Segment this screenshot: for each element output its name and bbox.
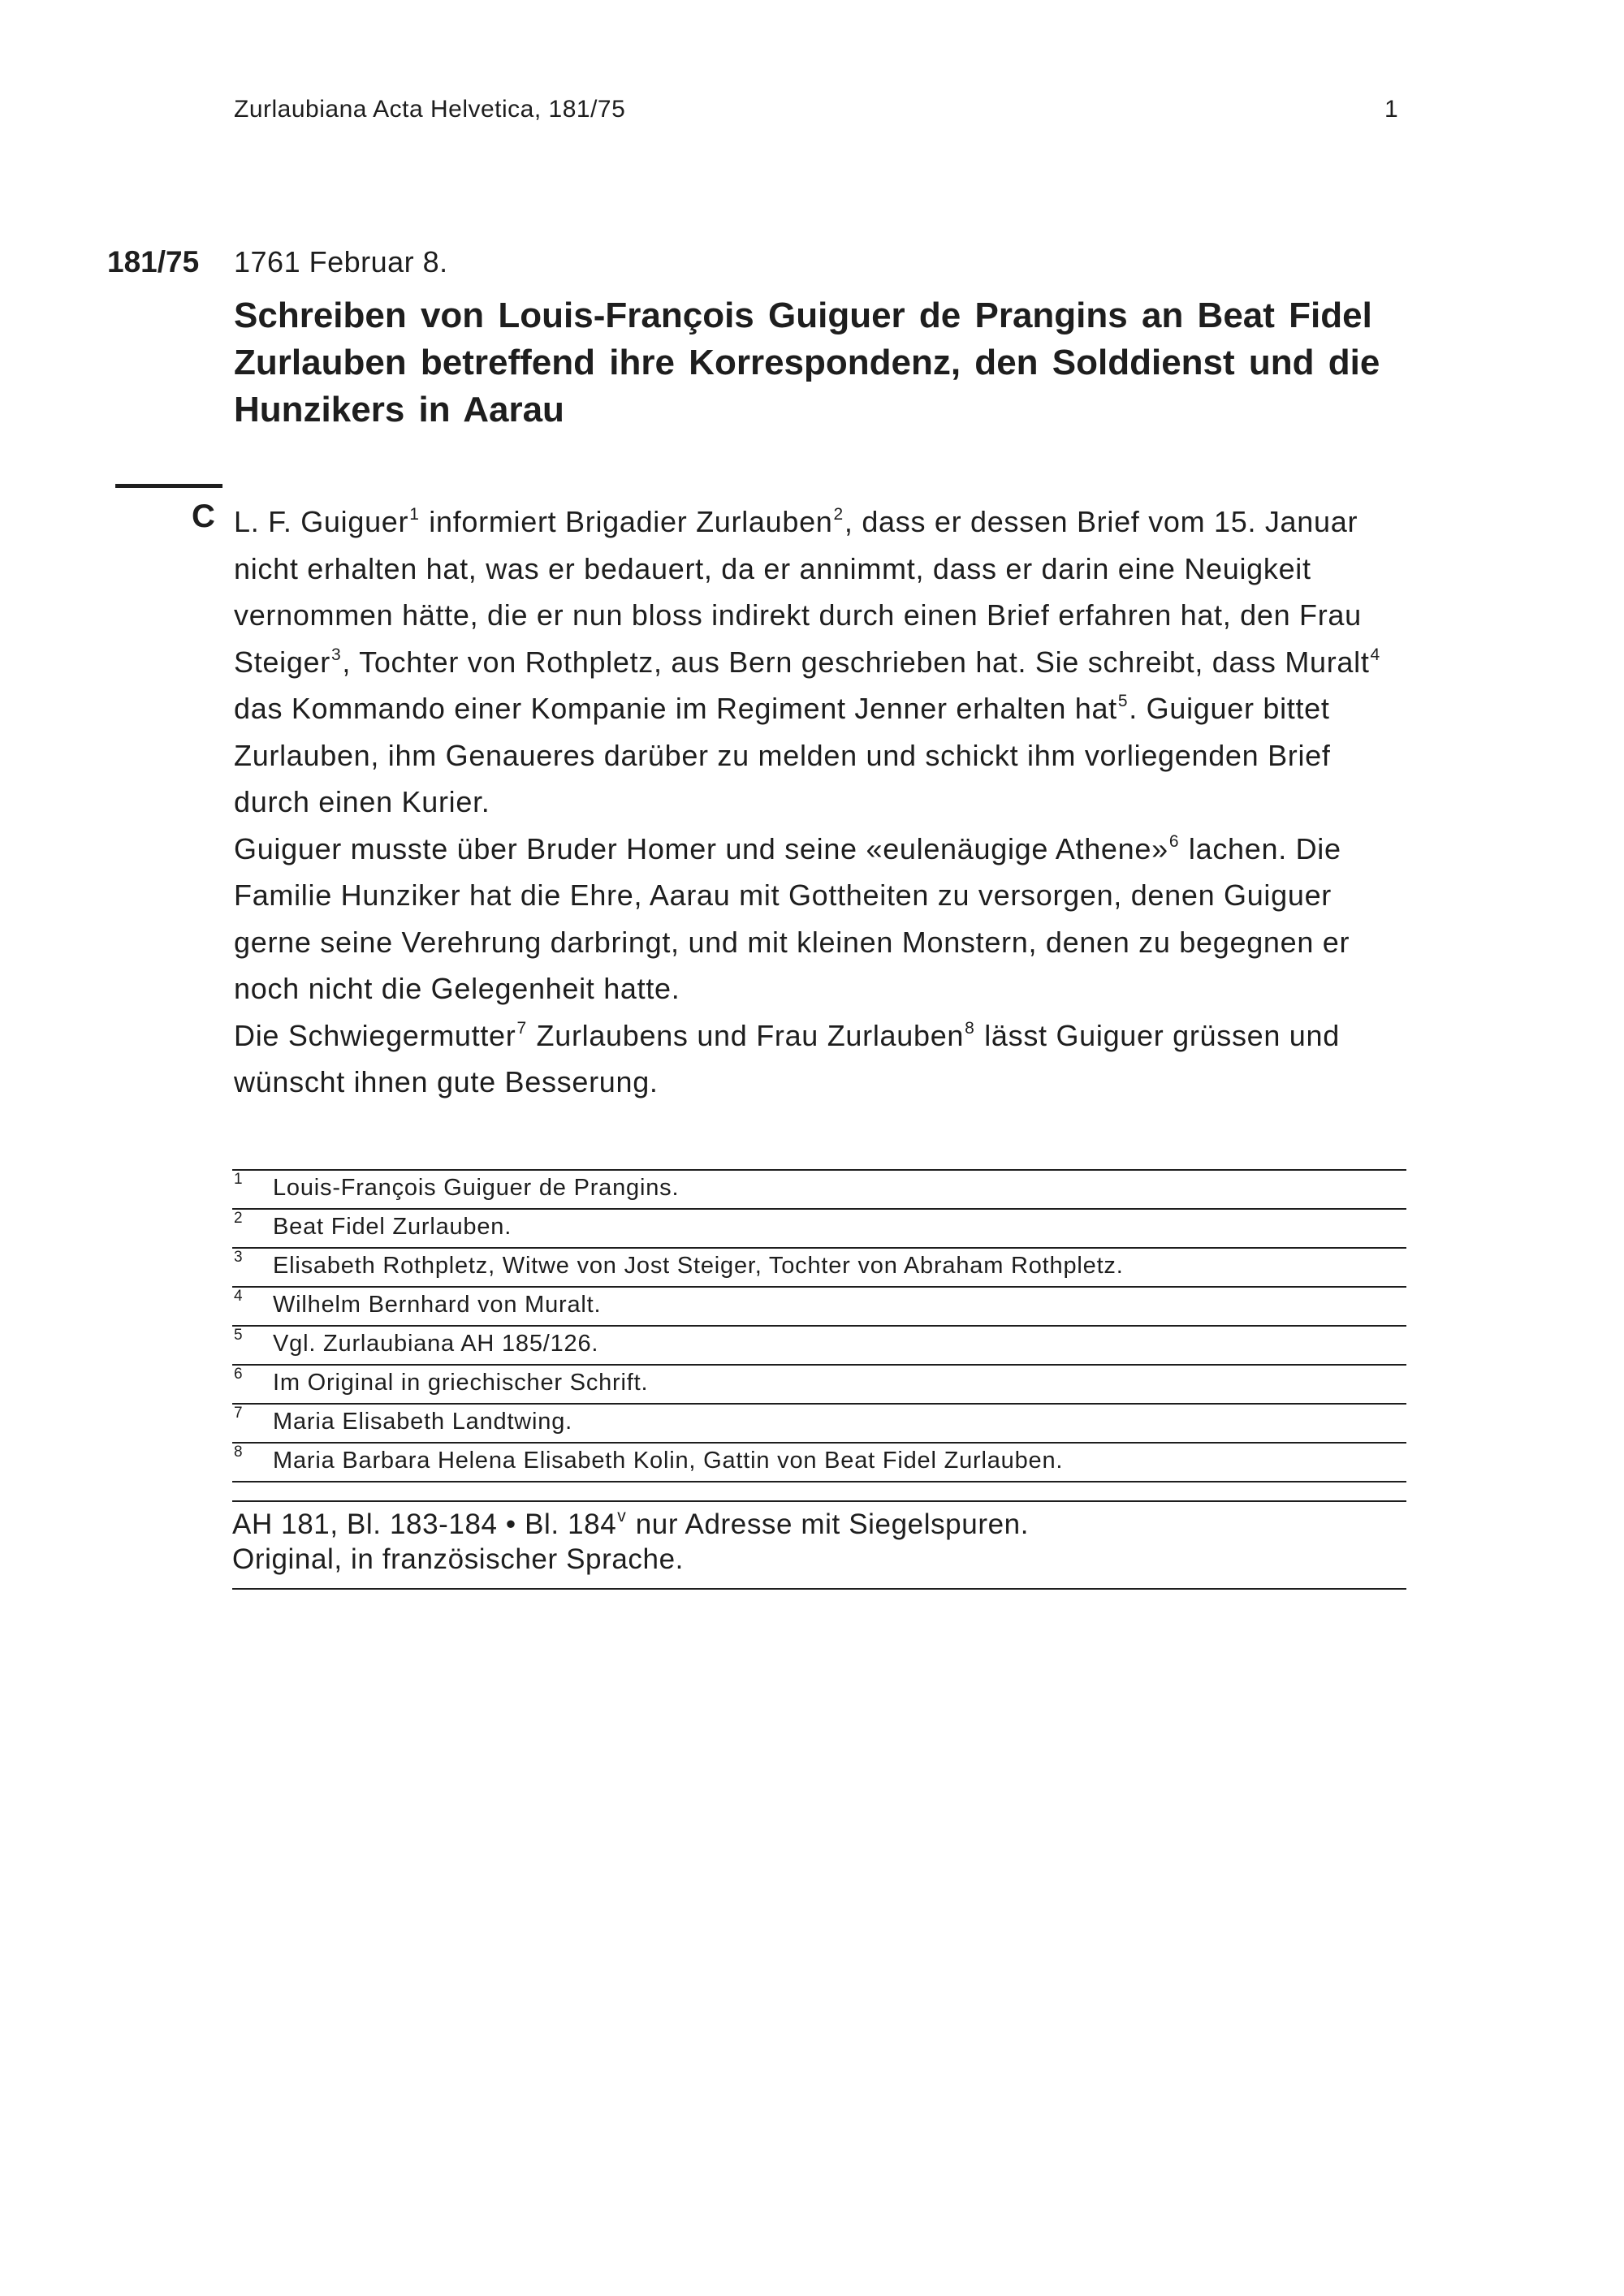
footnote-ref[interactable]: 7 <box>516 1018 527 1038</box>
source-line-1 <box>232 1507 1406 1542</box>
footnote-number: 2 <box>234 1210 244 1227</box>
source-text: nur Adresse mit Siegelspuren. <box>627 1508 1030 1540</box>
entry-number: 181/75 <box>107 245 200 278</box>
footnote-text: Im Original in griechischer Schrift. <box>273 1370 649 1396</box>
classification-mark: C <box>192 498 215 534</box>
footnote-number: 3 <box>234 1249 244 1266</box>
regest-body <box>234 498 1403 1106</box>
footnote-number: 8 <box>234 1444 244 1461</box>
footnote-text: Louis-François Guiguer de Prangins. <box>273 1175 680 1201</box>
footnote-ref[interactable]: 4 <box>1370 645 1380 664</box>
text-run: informiert Brigadier Zurlauben <box>420 505 833 538</box>
footnote-number: 7 <box>234 1405 244 1422</box>
source-line-2: Original, in französischer Sprache. <box>232 1543 684 1575</box>
footnote-ref[interactable]: 2 <box>833 505 844 524</box>
footnote-row <box>232 1210 1406 1249</box>
text-run: . Guiguer bittet Zurlauben, ihm Genaueres darüber zu melden und schickt ihm vorliegenden Brief durch einen Kurier. <box>234 692 1331 818</box>
page-number: 1 <box>1384 96 1398 123</box>
text-run: , dass er dessen Brief vom 15. Januar nicht erhalten hat, was er bedauert, da er annimmt, dass er darin eine Neuigkeit vernommen hätte, die er nun bloss indirekt durch einen Brief erfahren hat, den Frau Steiger <box>234 505 1362 679</box>
margin-rule <box>115 484 222 488</box>
entry-date: 1761 Februar 8. <box>234 245 448 278</box>
footnote-ref[interactable]: 8 <box>965 1018 975 1038</box>
text-run: lässt Guiguer grüssen und wünscht ihnen gute Besserung. <box>234 1018 1340 1098</box>
text-run: L. F. Guiguer <box>234 505 409 538</box>
footnote-text: Maria Elisabeth Landtwing. <box>273 1409 572 1435</box>
footnotes-table <box>232 1169 1406 1482</box>
footnote-row <box>232 1327 1406 1366</box>
footnote-ref[interactable]: 1 <box>409 505 420 524</box>
paragraph-3 <box>234 1012 1403 1106</box>
verso-mark: v <box>617 1507 627 1526</box>
running-head: Zurlaubiana Acta Helvetica, 181/75 <box>234 96 626 123</box>
footnote-ref[interactable]: 5 <box>1117 692 1129 710</box>
footnote-number: 1 <box>234 1171 244 1188</box>
footnote-number: 5 <box>234 1327 244 1344</box>
footnote-row <box>232 1366 1406 1405</box>
footnote-text: Elisabeth Rothpletz, Witwe von Jost Steiger, Tochter von Abraham Rothpletz. <box>273 1253 1124 1279</box>
footnote-number: 6 <box>234 1366 244 1383</box>
source-text: AH 181, Bl. 183-184 • Bl. 184 <box>232 1508 617 1540</box>
source-note <box>232 1500 1406 1590</box>
footnote-text: Vgl. Zurlaubiana AH 185/126. <box>273 1331 599 1357</box>
footnote-text: Beat Fidel Zurlauben. <box>273 1214 512 1240</box>
footnote-row <box>232 1171 1406 1210</box>
text-run: Guiguer musste über Bruder Homer und seine «eulenäugige Athene» <box>234 831 1168 865</box>
paragraph-1 <box>234 498 1403 826</box>
footnote-ref[interactable]: 6 <box>1168 831 1180 851</box>
text-run: Die Schwiegermutter <box>234 1018 516 1052</box>
text-run: Zurlaubens und Frau Zurlauben <box>527 1018 965 1052</box>
paragraph-2 <box>234 826 1403 1012</box>
footnote-number: 4 <box>234 1288 244 1305</box>
footnote-row <box>232 1249 1406 1288</box>
footnote-ref[interactable]: 3 <box>330 645 342 664</box>
text-run: das Kommando einer Kompanie im Regiment Jenner erhalten hat <box>234 692 1117 725</box>
footnote-row <box>232 1405 1406 1444</box>
footnote-row <box>232 1288 1406 1327</box>
entry-title: Schreiben von Louis-François Guiguer de Prangins an Beat Fidel Zurlauben betreffend ihre Korrespondenz, den Solddienst und die Hunzikers in Aarau <box>234 296 1380 429</box>
text-run: lachen. Die Familie Hunziker hat die Ehre, Aarau mit Gottheiten zu versorgen, denen Guiguer gerne seine Verehrung darbringt, und mit kleinen Monstern, denen zu begegnen er noch nicht die Gelegenheit hatte. <box>234 831 1350 1005</box>
footnote-text: Wilhelm Bernhard von Muralt. <box>273 1292 602 1318</box>
footnote-text: Maria Barbara Helena Elisabeth Kolin, Gattin von Beat Fidel Zurlauben. <box>273 1448 1064 1474</box>
text-run: , Tochter von Rothpletz, aus Bern geschrieben hat. Sie schreibt, dass Muralt <box>342 645 1370 679</box>
footnote-row <box>232 1444 1406 1482</box>
